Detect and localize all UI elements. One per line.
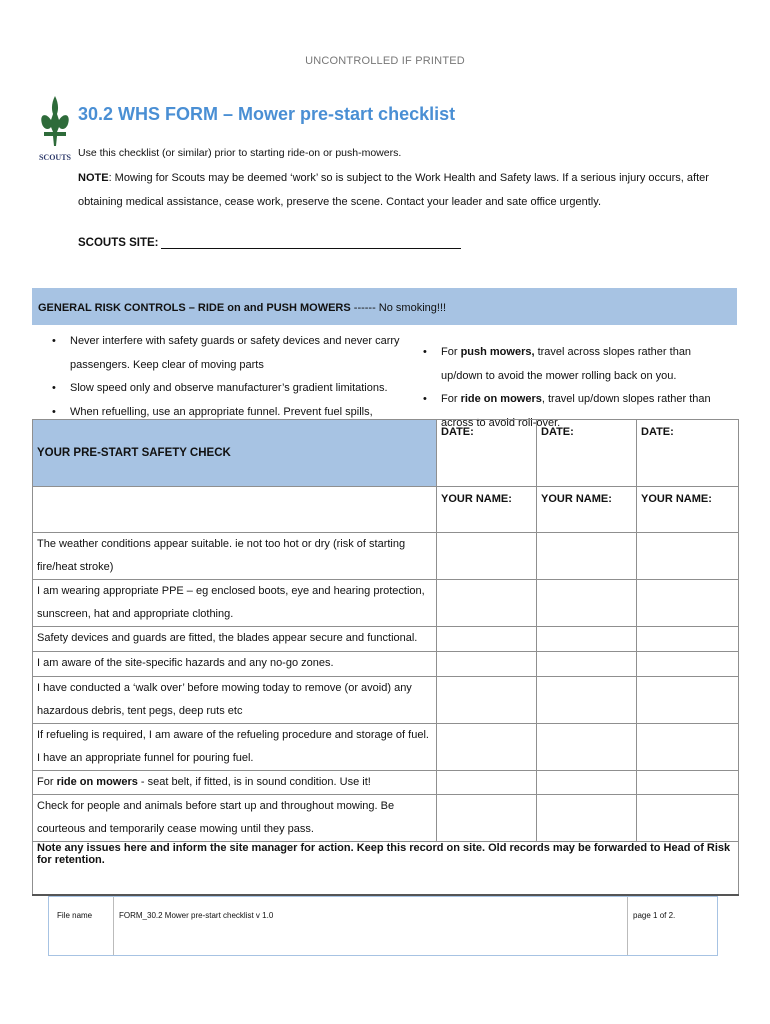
issues-note-field[interactable] <box>33 842 739 896</box>
general-risk-title: GENERAL RISK CONTROLS – RIDE on and PUSH MOWERS <box>38 302 351 314</box>
checklist-heading: YOUR PRE-START SAFETY CHECK <box>33 420 437 487</box>
file-name-value: FORM_30.2 Mower pre-start checklist v 1.0 <box>119 911 274 920</box>
bullet-item: • Slow speed only and observe manufacturer’s gradient limitations. <box>52 377 407 401</box>
name-field[interactable] <box>437 487 537 533</box>
file-name-label: File name <box>57 911 93 920</box>
intro-text: Use this checklist (or similar) prior to starting ride-on or push-mowers. <box>78 147 402 159</box>
check-item: I am aware of the site-specific hazards and any no-go zones. <box>33 652 437 677</box>
blank-cell <box>33 487 437 533</box>
check-cell[interactable] <box>537 533 637 580</box>
footer-divider <box>627 897 628 955</box>
page-title: 30.2 WHS FORM – Mower pre-start checklist <box>78 104 456 124</box>
item-text: - seat belt, if fitted, is in sound condition. Use it! <box>137 776 371 788</box>
scouts-site-line[interactable] <box>161 236 461 249</box>
uncontrolled-label: UNCONTROLLED IF PRINTED <box>305 55 465 67</box>
check-cell[interactable] <box>637 795 739 842</box>
bullet-text: , travel up/down slopes rather than across to avoid roll-over. <box>441 393 711 429</box>
scouts-logo <box>38 94 72 174</box>
check-cell[interactable] <box>437 533 537 580</box>
check-cell[interactable] <box>637 724 739 771</box>
page-number: page 1 of 2. <box>633 911 676 920</box>
bullet-bold: push mowers, <box>460 346 535 358</box>
check-item: Check for people and animals before start up and throughout mowing. Be courteous and temporarily cease mowing until they pass. <box>33 795 437 842</box>
name-field[interactable] <box>637 487 739 533</box>
item-text: For <box>37 776 57 788</box>
check-cell[interactable] <box>637 533 739 580</box>
note-text: : Mowing for Scouts may be deemed ‘work’ so is subject to the Work Health and Safety laws. If a serious injury occurs, after obtaining medical assistance, cease work, preserve the scene. Contact your leader and sate office urgently. <box>78 172 709 208</box>
name-field[interactable] <box>537 487 637 533</box>
check-cell[interactable] <box>537 724 637 771</box>
check-cell[interactable] <box>537 627 637 652</box>
check-cell[interactable] <box>537 677 637 724</box>
footer-table <box>48 896 718 956</box>
issues-note-text: Note any issues here and inform the site manager for action. Keep this record on site. Old records may be forwarded to Head of Risk for retention. <box>37 842 731 866</box>
check-cell[interactable] <box>437 580 537 627</box>
item-bold: ride on mowers <box>56 776 138 788</box>
bullet-item: • When refuelling, use an appropriate funnel. Prevent fuel spills, <box>52 401 407 448</box>
name-label: YOUR NAME: <box>641 493 712 505</box>
check-cell[interactable] <box>637 627 739 652</box>
name-label: YOUR NAME: <box>541 493 612 505</box>
check-cell[interactable] <box>637 580 739 627</box>
bullet-item: • Never interfere with safety guards or safety devices and never carry passengers. Keep clear of moving parts <box>52 330 407 377</box>
bullet-text: For <box>441 393 461 405</box>
check-cell[interactable] <box>537 652 637 677</box>
check-item <box>33 771 437 795</box>
check-item: Safety devices and guards are fitted, the blades appear secure and functional. <box>33 627 437 652</box>
check-cell[interactable] <box>437 627 537 652</box>
bullet-bold: ride on mowers <box>460 393 542 405</box>
bullet-text: travel across slopes rather than up/down to avoid the mower rolling back on you. <box>441 346 692 382</box>
scouts-site-label: SCOUTS SITE: <box>78 237 159 249</box>
bullet-text: For <box>441 346 461 358</box>
date-label: DATE: <box>441 426 474 438</box>
logo-text: SCOUTS <box>38 153 72 162</box>
check-cell[interactable] <box>637 677 739 724</box>
checklist-table <box>32 419 739 896</box>
name-label: YOUR NAME: <box>441 493 512 505</box>
check-cell[interactable] <box>437 771 537 795</box>
check-cell[interactable] <box>437 677 537 724</box>
check-cell[interactable] <box>437 795 537 842</box>
footer-divider <box>113 897 114 955</box>
date-field[interactable] <box>637 420 739 487</box>
note-paragraph <box>78 166 718 214</box>
check-cell[interactable] <box>437 652 537 677</box>
general-risk-heading <box>38 302 446 314</box>
date-field[interactable] <box>537 420 637 487</box>
scouts-site-field[interactable] <box>78 236 461 249</box>
check-cell[interactable] <box>537 771 637 795</box>
check-item: The weather conditions appear suitable. ie not too hot or dry (risk of starting fire/heat stroke) <box>33 533 437 580</box>
date-label: DATE: <box>641 426 674 438</box>
note-label: NOTE <box>78 172 109 184</box>
date-field[interactable] <box>437 420 537 487</box>
check-item: I have conducted a ‘walk over’ before mowing today to remove (or avoid) any hazardous debris, tent pegs, deep ruts etc <box>33 677 437 724</box>
check-cell[interactable] <box>537 795 637 842</box>
check-item: If refueling is required, I am aware of the refueling procedure and storage of fuel. I have an appropriate funnel for pouring fuel. <box>33 724 437 771</box>
check-cell[interactable] <box>437 724 537 771</box>
date-label: DATE: <box>541 426 574 438</box>
no-smoking-note: ------ No smoking!!! <box>350 302 447 314</box>
check-cell[interactable] <box>637 652 739 677</box>
check-cell[interactable] <box>537 580 637 627</box>
bullet-item <box>423 341 723 388</box>
check-cell[interactable] <box>637 771 739 795</box>
check-item: I am wearing appropriate PPE – eg enclosed boots, eye and hearing protection, sunscreen, hat and appropriate clothing. <box>33 580 437 627</box>
